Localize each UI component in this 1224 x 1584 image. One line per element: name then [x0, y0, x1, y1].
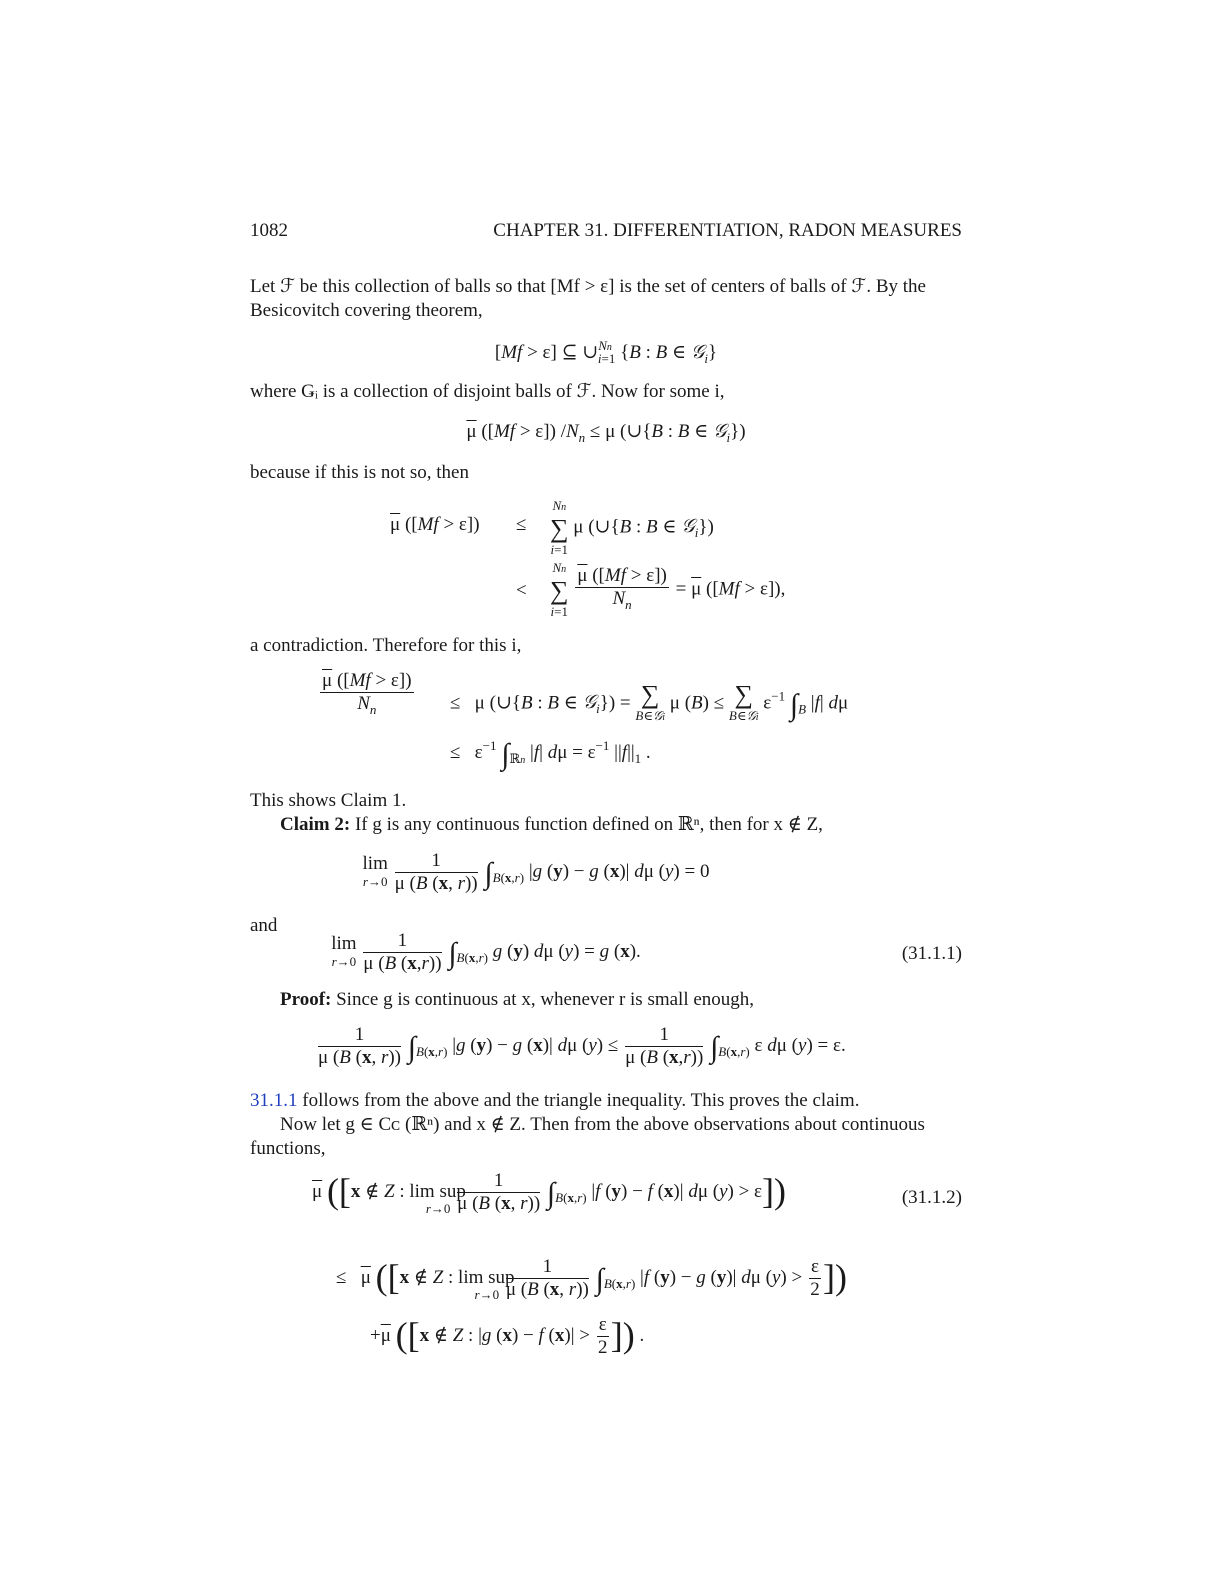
- claim2-text: If g is any continuous function defined on ℝⁿ, then for x ∉ Z,: [350, 814, 823, 835]
- equation-claim2-a: lim r→0 $\frac{1}{\mu (B (x, r))}$ $\int_{B(x,r)}$ |g (y) − g (x)| dμ (y) = 0: [362, 850, 710, 894]
- equation-number: (31.1.2): [901, 1187, 962, 1208]
- equation-ref-link[interactable]: 31.1.1: [250, 1090, 298, 1111]
- follows-line: [250, 1089, 962, 1113]
- equation-contradiction-rel1: ≤: [516, 514, 527, 535]
- paragraph-line: Now let g ∈ Cᴄ (ℝⁿ) and x ∉ Z. Then from the above observations about continuous: [280, 1114, 925, 1135]
- equation-contradiction-lhs: $\overline{\mu}$ ([Mf > ε]): [390, 514, 480, 535]
- equation-therefore-lhs: $\frac{\overline{\mu} ([Mf > \varepsilon])}{N_n}$: [322, 670, 412, 717]
- claim2-line: [280, 813, 992, 837]
- proof-text: Since g is continuous at x, whenever r is small enough,: [331, 989, 755, 1010]
- paragraph-line: a contradiction. Therefore for this i,: [250, 635, 522, 656]
- equation-proof: $\frac{1}{\mu (B (x, r))}$ $\int_{B(x,r)}$ |g (y) − g (x)| dμ (y) ≤ $\frac{1}{\mu (B (x,r))}$ $\int_{B(x,r)}$ ε dμ (y) = ε.: [318, 1024, 846, 1068]
- equation-contradiction-rel2: <: [516, 580, 527, 601]
- paragraph-line: functions,: [250, 1138, 326, 1159]
- paragraph-line: where Ǥᵢ is a collection of disjoint balls of ℱ. Now for some i,: [250, 381, 725, 402]
- equation-main-3: $+\overline{\mu}$ ([x ∉ Z : |g (x) − f (x)| > $\frac{\varepsilon}{2}$ ]) .: [370, 1314, 645, 1359]
- paragraph-line: Besicovitch covering theorem,: [250, 300, 483, 321]
- page-number: 1082: [250, 220, 288, 241]
- follows-text: follows from the above and the triangle inequality. This proves the claim.: [297, 1090, 860, 1111]
- equation-therefore-line2: ≤ $\varepsilon^{-1}$ $\int_{ℝn}$ |f| $d\mu = \varepsilon^{-1}$ $||f||_1$ .: [450, 738, 651, 771]
- equation-covering: [Mf > ε] ⊆ ∪$^{Nn}_{i=1}$ {B : B ∈ 𝒢$_i$}: [494, 338, 718, 366]
- equation-contradiction-rhs1: Nn ∑ i=1 μ (∪{B : B ∈ 𝒢$_i$}): [550, 498, 714, 557]
- claim2-label: Claim 2:: [280, 814, 351, 835]
- equation-number: (31.1.1): [901, 943, 962, 964]
- equation-contradiction-rhs2: Nn ∑ i=1 $\frac{\overline{\mu} ([Mf > \varepsilon])}{N_n}$ = $\overline{\mu}$ ([Mf > ε]),: [550, 560, 786, 619]
- equation-claim2-b: lim r→0 $\frac{1}{\mu (B (x,r))}$ $\int_{B(x,r)}$ g (y) dμ (y) = g (x).: [331, 930, 641, 974]
- equation-main-2: ≤ $\overline{\mu}$ ([x ∉ Z : lim sup$_{r\to 0}$ $\frac{1}{\mu (B (x, r))}$ $\int_{B(x,r)}$ |f (y) − g (y)| dμ (y) > $\frac{\varepsilon}{2}$ ]): [336, 1256, 847, 1302]
- proof-label: Proof:: [280, 989, 332, 1010]
- chapter-title: CHAPTER 31. DIFFERENTIATION, RADON MEASURES: [493, 220, 962, 241]
- equation-main-1: $\overline{\mu}$ ([x ∉ Z : lim sup$_{r\to 0}$ $\frac{1}{\mu (B (x, r))}$ $\int_{B(x,r)}$ |f (y) − f (x)| dμ (y) > ε]): [312, 1170, 787, 1216]
- paragraph-line: Let ℱ be this collection of balls so that [Mf > ε] is the set of centers of balls of ℱ. By the: [250, 276, 926, 297]
- paragraph-line: and: [250, 915, 278, 936]
- paragraph-line: because if this is not so, then: [250, 462, 469, 483]
- paragraph-line: This shows Claim 1.: [250, 790, 407, 811]
- equation-inequality: $\overline{\mu}$ ([Mf > ε]) $/N_n \le \mu$ (∪{B : B ∈ 𝒢$_i$}): [466, 421, 746, 445]
- proof-line: [280, 988, 992, 1012]
- equation-therefore-line1: ≤ μ (∪{B : B ∈ 𝒢$_i$}) = ∑ B∈𝒢i μ (B) ≤ ∑ B∈𝒢i $\varepsilon^{-1}$ $\int_B$ |f| dμ: [450, 680, 849, 723]
